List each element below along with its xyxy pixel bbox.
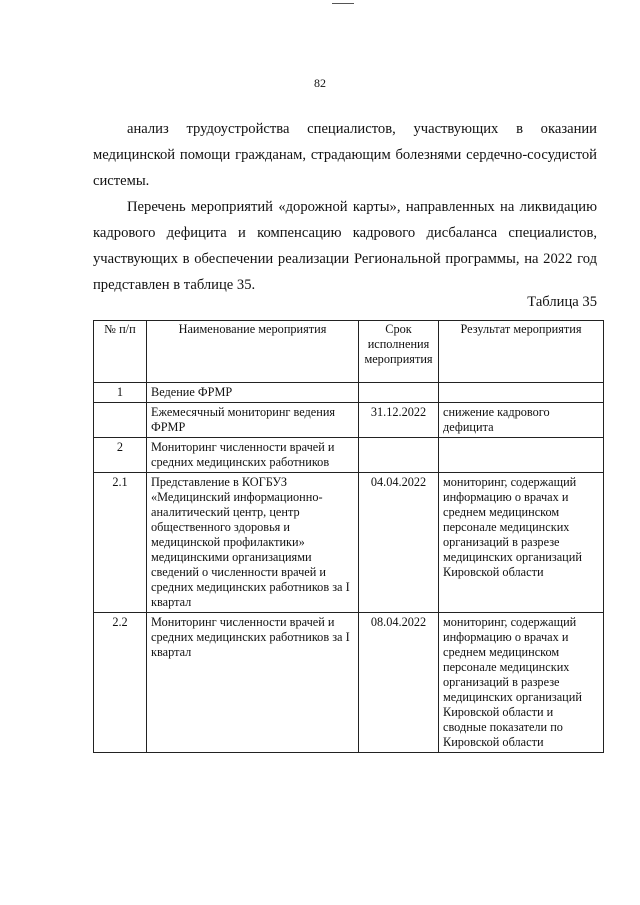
measure-result: мониторинг, содержащий информацию о врачах и среднем медицинском персонале медицинских организаций в разрезе медицинских организаций Кировской области и сводные показатели по Кировской области [439, 613, 604, 753]
paragraph-line: Перечень мероприятий «дорожной карты», направленных на ликвидацию [127, 199, 597, 215]
measure-term: 04.04.2022 [359, 473, 439, 613]
paragraph-line: анализ трудоустройства специалистов, участвующих в оказании [127, 121, 597, 137]
table-header-row [94, 321, 604, 383]
measure-name: Ведение ФРМР [147, 383, 359, 403]
table-row [94, 438, 604, 473]
header-term: Срок исполнения мероприятия [359, 321, 439, 383]
measure-name: Представление в КОГБУЗ «Медицинский информационно-аналитический центр, центр общественного здоровья и медицинской профилактики» медицинскими организациями сведений о численности врачей и средних медицинских работников за I квартал [147, 473, 359, 613]
page-number: 82 [314, 76, 326, 90]
header-number: № п/п [94, 321, 147, 383]
measure-term: 08.04.2022 [359, 613, 439, 753]
measure-result [439, 438, 604, 473]
scan-artifact-line [332, 3, 354, 4]
measure-result: снижение кадрового дефицита [439, 403, 604, 438]
paragraph-line: представлен в таблице 35. [93, 277, 256, 293]
measure-name: Ежемесячный мониторинг ведения ФРМР [147, 403, 359, 438]
paragraph-line: кадрового дефицита и компенсацию кадрового дисбаланса специалистов, [93, 225, 597, 241]
table-caption: Таблица 35 [527, 294, 597, 310]
measure-name: Мониторинг численности врачей и средних медицинских работников за I квартал [147, 613, 359, 753]
paragraph-1 [93, 116, 597, 194]
measure-name: Мониторинг численности врачей и средних медицинских работников [147, 438, 359, 473]
table-row [94, 473, 604, 613]
paragraph-line: системы. [93, 173, 150, 189]
row-number: 2 [94, 438, 147, 473]
header-result: Результат мероприятия [439, 321, 604, 383]
row-number: 1 [94, 383, 147, 403]
row-number: 2.1 [94, 473, 147, 613]
measure-result: мониторинг, содержащий информацию о врачах и среднем медицинском персонале медицинских организаций в разрезе медицинских организаций Кировской области [439, 473, 604, 613]
measure-result [439, 383, 604, 403]
table-row [94, 383, 604, 403]
table-row [94, 403, 604, 438]
paragraph-line: участвующих в обеспечении реализации Региональной программы, на 2022 год [93, 251, 597, 267]
measure-term: 31.12.2022 [359, 403, 439, 438]
measure-term [359, 383, 439, 403]
paragraph-2 [93, 194, 597, 298]
header-measure-name: Наименование мероприятия [147, 321, 359, 383]
row-number [94, 403, 147, 438]
measures-table [93, 320, 604, 753]
table-row [94, 613, 604, 753]
measure-term [359, 438, 439, 473]
paragraph-line: медицинской помощи гражданам, страдающим болезнями сердечно-сосудистой [93, 147, 597, 163]
row-number: 2.2 [94, 613, 147, 753]
